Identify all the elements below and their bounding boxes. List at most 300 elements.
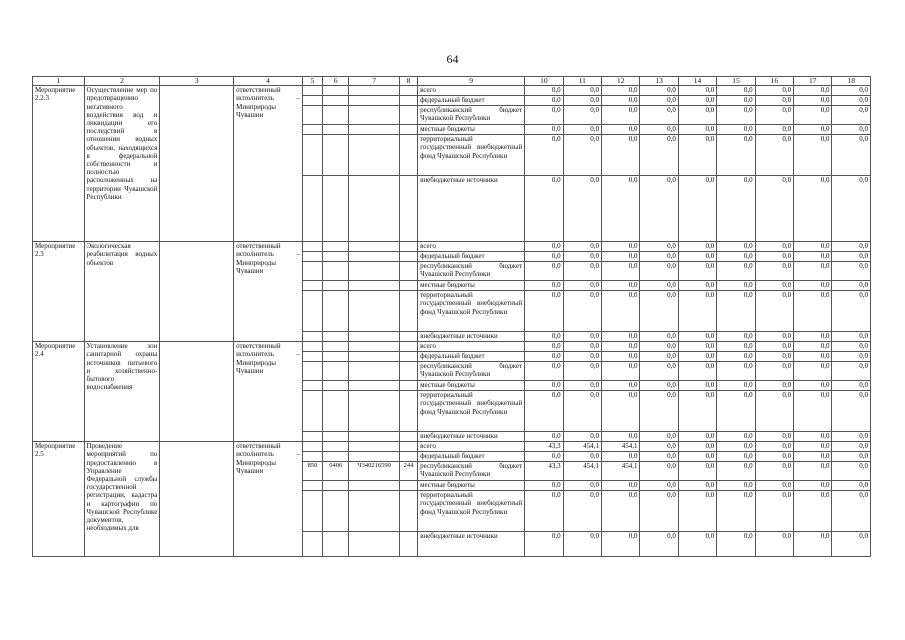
funding-value: 454,1 bbox=[602, 442, 640, 452]
funding-value: 0,0 bbox=[525, 262, 563, 281]
funding-value: 0,0 bbox=[832, 342, 871, 352]
funding-value: 0,0 bbox=[717, 532, 755, 557]
funding-value: 0,0 bbox=[755, 391, 793, 432]
funding-value: 0,0 bbox=[755, 442, 793, 452]
funding-value: 0,0 bbox=[832, 291, 871, 332]
funding-value: 0,0 bbox=[794, 481, 832, 491]
target-article-code bbox=[349, 135, 400, 176]
funding-value: 0,0 bbox=[717, 135, 755, 176]
funding-value: 0,0 bbox=[832, 135, 871, 176]
funding-value: 0,0 bbox=[717, 262, 755, 281]
funding-value: 0,0 bbox=[717, 86, 755, 96]
measure-goal bbox=[160, 342, 234, 442]
funding-value: 0,0 bbox=[755, 342, 793, 352]
funding-value: 0,0 bbox=[832, 442, 871, 452]
section-code bbox=[323, 452, 349, 462]
grbs-code bbox=[302, 481, 322, 491]
funding-value: 0,0 bbox=[717, 442, 755, 452]
column-number-3: 3 bbox=[160, 77, 234, 86]
column-number-4: 4 bbox=[234, 77, 303, 86]
funding-value: 0,0 bbox=[640, 391, 678, 432]
section-code bbox=[323, 96, 349, 106]
funding-value: 0,0 bbox=[678, 442, 716, 452]
column-number-16: 16 bbox=[755, 77, 793, 86]
funding-value: 0,0 bbox=[602, 342, 640, 352]
funding-value: 0,0 bbox=[717, 462, 755, 481]
funding-source: внебюджетные источники bbox=[418, 332, 525, 342]
section-code bbox=[323, 281, 349, 291]
funding-value: 0,0 bbox=[755, 481, 793, 491]
funding-value: 0,0 bbox=[832, 432, 871, 442]
funding-value: 0,0 bbox=[678, 262, 716, 281]
funding-value: 0,0 bbox=[640, 342, 678, 352]
section-code bbox=[323, 176, 349, 242]
column-number-14: 14 bbox=[678, 77, 716, 86]
funding-source: федеральный бюджет bbox=[418, 452, 525, 462]
measure-id: Мероприятие 2.2.3 bbox=[33, 86, 85, 242]
funding-value: 0,0 bbox=[563, 242, 601, 252]
grbs-code bbox=[302, 106, 322, 125]
funding-source: республиканский бюджет Чувашской Республики bbox=[418, 362, 525, 381]
funding-value: 0,0 bbox=[717, 481, 755, 491]
funding-source: местные бюджеты bbox=[418, 281, 525, 291]
grbs-code bbox=[302, 96, 322, 106]
funding-value: 0,0 bbox=[794, 532, 832, 557]
funding-value: 0,0 bbox=[755, 262, 793, 281]
grbs-code: 850 bbox=[302, 462, 322, 481]
column-number-1: 1 bbox=[33, 77, 85, 86]
target-article-code bbox=[349, 176, 400, 242]
funding-value: 0,0 bbox=[832, 262, 871, 281]
funding-value: 0,0 bbox=[640, 86, 678, 96]
funding-value: 0,0 bbox=[525, 481, 563, 491]
funding-value: 0,0 bbox=[640, 332, 678, 342]
target-article-code bbox=[349, 252, 400, 262]
funding-value: 0,0 bbox=[794, 242, 832, 252]
funding-value: 0,0 bbox=[563, 281, 601, 291]
funding-source: всего bbox=[418, 242, 525, 252]
funding-value: 0,0 bbox=[717, 96, 755, 106]
funding-value: 0,0 bbox=[525, 352, 563, 362]
funding-value: 0,0 bbox=[832, 176, 871, 242]
expense-type-code bbox=[399, 391, 417, 432]
expense-type-code bbox=[399, 332, 417, 342]
funding-value: 0,0 bbox=[640, 135, 678, 176]
funding-value: 0,0 bbox=[602, 262, 640, 281]
funding-value: 0,0 bbox=[794, 332, 832, 342]
funding-value: 0,0 bbox=[563, 106, 601, 125]
funding-value: 0,0 bbox=[563, 291, 601, 332]
section-code bbox=[323, 532, 349, 557]
funding-value: 0,0 bbox=[832, 462, 871, 481]
target-article-code bbox=[349, 332, 400, 342]
section-code bbox=[323, 332, 349, 342]
section-code: 0406 bbox=[323, 462, 349, 481]
funding-value: 0,0 bbox=[525, 532, 563, 557]
target-article-code bbox=[349, 532, 400, 557]
funding-value: 0,0 bbox=[755, 86, 793, 96]
target-article-code bbox=[349, 352, 400, 362]
funding-value: 43,3 bbox=[525, 442, 563, 452]
funding-value: 43,3 bbox=[525, 462, 563, 481]
funding-value: 0,0 bbox=[717, 432, 755, 442]
funding-value: 0,0 bbox=[755, 462, 793, 481]
funding-value: 0,0 bbox=[602, 281, 640, 291]
funding-source: всего bbox=[418, 342, 525, 352]
funding-value: 0,0 bbox=[640, 291, 678, 332]
section-code bbox=[323, 442, 349, 452]
funding-value: 0,0 bbox=[640, 381, 678, 391]
funding-value: 0,0 bbox=[525, 125, 563, 135]
funding-value: 0,0 bbox=[525, 432, 563, 442]
measure-name: Проведение мероприятий по предоставлению в Управление Федеральной службы государственной регистрации, кадастра и картографии по Чувашской Республике документов, необходимых для bbox=[84, 442, 160, 557]
column-number-9: 9 bbox=[418, 77, 525, 86]
measure-id: Мероприятие 2.5 bbox=[33, 442, 85, 557]
funding-source: республиканский бюджет Чувашской Республики bbox=[418, 262, 525, 281]
funding-source: всего bbox=[418, 86, 525, 96]
funding-value: 0,0 bbox=[678, 135, 716, 176]
funding-value: 0,0 bbox=[717, 291, 755, 332]
funding-value: 0,0 bbox=[794, 252, 832, 262]
table-body bbox=[33, 86, 871, 557]
section-code bbox=[323, 342, 349, 352]
target-article-code bbox=[349, 86, 400, 96]
column-number-7: 7 bbox=[349, 77, 400, 86]
funding-source: местные бюджеты bbox=[418, 125, 525, 135]
funding-value: 0,0 bbox=[794, 262, 832, 281]
column-number-18: 18 bbox=[832, 77, 871, 86]
funding-source: всего bbox=[418, 442, 525, 452]
column-number-15: 15 bbox=[717, 77, 755, 86]
funding-value: 0,0 bbox=[755, 281, 793, 291]
grbs-code bbox=[302, 391, 322, 432]
section-code bbox=[323, 252, 349, 262]
funding-value: 0,0 bbox=[755, 291, 793, 332]
funding-value: 0,0 bbox=[717, 106, 755, 125]
funding-source: местные бюджеты bbox=[418, 481, 525, 491]
measure-participant: ответственный исполнитель – Минприроды Чувашии bbox=[234, 342, 303, 442]
measure-name: Экологическая реабилитация водных объектов bbox=[84, 242, 160, 342]
page-number: 64 bbox=[446, 52, 459, 66]
target-article-code: Ч340216590 bbox=[349, 462, 400, 481]
funding-value: 0,0 bbox=[525, 291, 563, 332]
funding-value: 0,0 bbox=[525, 106, 563, 125]
funding-value: 0,0 bbox=[640, 281, 678, 291]
grbs-code bbox=[302, 352, 322, 362]
grbs-code bbox=[302, 176, 322, 242]
funding-value: 0,0 bbox=[525, 342, 563, 352]
funding-value: 0,0 bbox=[678, 96, 716, 106]
funding-value: 0,0 bbox=[832, 106, 871, 125]
funding-value: 0,0 bbox=[640, 252, 678, 262]
funding-value: 0,0 bbox=[602, 96, 640, 106]
funding-value: 0,0 bbox=[525, 362, 563, 381]
funding-value: 0,0 bbox=[755, 242, 793, 252]
funding-value: 0,0 bbox=[678, 491, 716, 532]
grbs-code bbox=[302, 362, 322, 381]
expense-type-code bbox=[399, 106, 417, 125]
funding-value: 0,0 bbox=[640, 242, 678, 252]
expense-type-code bbox=[399, 252, 417, 262]
funding-value: 0,0 bbox=[525, 491, 563, 532]
expense-type-code bbox=[399, 176, 417, 242]
funding-value: 0,0 bbox=[717, 362, 755, 381]
funding-value: 0,0 bbox=[794, 125, 832, 135]
measure-goal bbox=[160, 242, 234, 342]
funding-value: 0,0 bbox=[832, 532, 871, 557]
funding-value: 0,0 bbox=[640, 362, 678, 381]
funding-value: 0,0 bbox=[602, 252, 640, 262]
funding-value: 0,0 bbox=[602, 242, 640, 252]
target-article-code bbox=[349, 452, 400, 462]
funding-source: внебюджетные источники bbox=[418, 176, 525, 242]
table-row bbox=[33, 342, 871, 352]
funding-value: 0,0 bbox=[563, 332, 601, 342]
funding-value: 0,0 bbox=[794, 462, 832, 481]
funding-value: 0,0 bbox=[563, 391, 601, 432]
funding-source: федеральный бюджет bbox=[418, 352, 525, 362]
funding-value: 0,0 bbox=[794, 491, 832, 532]
target-article-code bbox=[349, 125, 400, 135]
measure-id: Мероприятие 2.3 bbox=[33, 242, 85, 342]
funding-value: 0,0 bbox=[602, 481, 640, 491]
funding-value: 0,0 bbox=[717, 176, 755, 242]
funding-value: 0,0 bbox=[832, 281, 871, 291]
funding-value: 0,0 bbox=[794, 342, 832, 352]
funding-value: 0,0 bbox=[678, 462, 716, 481]
column-number-12: 12 bbox=[602, 77, 640, 86]
funding-value: 0,0 bbox=[563, 262, 601, 281]
grbs-code bbox=[302, 291, 322, 332]
funding-value: 0,0 bbox=[602, 86, 640, 96]
grbs-code bbox=[302, 381, 322, 391]
column-number-5: 5 bbox=[302, 77, 322, 86]
funding-value: 0,0 bbox=[640, 262, 678, 281]
column-number-2: 2 bbox=[84, 77, 160, 86]
funding-value: 0,0 bbox=[563, 96, 601, 106]
funding-value: 0,0 bbox=[640, 491, 678, 532]
expense-type-code bbox=[399, 481, 417, 491]
funding-value: 0,0 bbox=[717, 281, 755, 291]
section-code bbox=[323, 106, 349, 125]
funding-value: 0,0 bbox=[678, 242, 716, 252]
funding-source: территориальный государственный внебюджетный фонд Чувашской Республики bbox=[418, 135, 525, 176]
expense-type-code bbox=[399, 452, 417, 462]
funding-value: 0,0 bbox=[755, 252, 793, 262]
funding-value: 0,0 bbox=[832, 481, 871, 491]
measure-participant: ответственный исполнитель – Минприроды Чувашии bbox=[234, 442, 303, 557]
funding-value: 0,0 bbox=[525, 452, 563, 462]
funding-value: 0,0 bbox=[678, 86, 716, 96]
funding-value: 0,0 bbox=[717, 242, 755, 252]
funding-value: 0,0 bbox=[678, 432, 716, 442]
table-row bbox=[33, 242, 871, 252]
measure-participant: ответственный исполнитель – Минприроды Чувашии bbox=[234, 86, 303, 242]
grbs-code bbox=[302, 125, 322, 135]
target-article-code bbox=[349, 491, 400, 532]
funding-value: 0,0 bbox=[678, 452, 716, 462]
expense-type-code bbox=[399, 291, 417, 332]
funding-value: 0,0 bbox=[602, 332, 640, 342]
funding-value: 0,0 bbox=[832, 125, 871, 135]
funding-value: 0,0 bbox=[717, 252, 755, 262]
funding-value: 0,0 bbox=[602, 432, 640, 442]
budget-table bbox=[32, 76, 871, 557]
expense-type-code bbox=[399, 125, 417, 135]
grbs-code bbox=[302, 86, 322, 96]
funding-value: 0,0 bbox=[602, 352, 640, 362]
funding-value: 0,0 bbox=[832, 391, 871, 432]
funding-value: 0,0 bbox=[602, 362, 640, 381]
funding-value: 0,0 bbox=[755, 362, 793, 381]
measure-id: Мероприятие 2.4 bbox=[33, 342, 85, 442]
grbs-code bbox=[302, 342, 322, 352]
expense-type-code bbox=[399, 532, 417, 557]
section-code bbox=[323, 491, 349, 532]
funding-value: 0,0 bbox=[678, 391, 716, 432]
target-article-code bbox=[349, 481, 400, 491]
funding-value: 0,0 bbox=[755, 352, 793, 362]
funding-value: 0,0 bbox=[794, 362, 832, 381]
expense-type-code bbox=[399, 281, 417, 291]
funding-value: 0,0 bbox=[794, 381, 832, 391]
funding-value: 0,0 bbox=[602, 491, 640, 532]
funding-value: 0,0 bbox=[525, 391, 563, 432]
measure-goal bbox=[160, 442, 234, 557]
funding-value: 0,0 bbox=[563, 125, 601, 135]
funding-source: республиканский бюджет Чувашской Республики bbox=[418, 106, 525, 125]
funding-value: 0,0 bbox=[678, 332, 716, 342]
expense-type-code bbox=[399, 362, 417, 381]
funding-value: 0,0 bbox=[525, 242, 563, 252]
column-number-13: 13 bbox=[640, 77, 678, 86]
expense-type-code bbox=[399, 352, 417, 362]
column-number-header bbox=[33, 77, 871, 86]
funding-value: 0,0 bbox=[794, 176, 832, 242]
funding-value: 0,0 bbox=[832, 252, 871, 262]
funding-value: 0,0 bbox=[640, 432, 678, 442]
funding-value: 0,0 bbox=[832, 452, 871, 462]
funding-source: территориальный государственный внебюджетный фонд Чувашской Республики bbox=[418, 491, 525, 532]
section-code bbox=[323, 352, 349, 362]
funding-value: 0,0 bbox=[525, 135, 563, 176]
funding-value: 0,0 bbox=[602, 452, 640, 462]
funding-source: территориальный государственный внебюджетный фонд Чувашской Республики bbox=[418, 391, 525, 432]
measure-participant: ответственный исполнитель – Минприроды Чувашии bbox=[234, 242, 303, 342]
section-code bbox=[323, 432, 349, 442]
expense-type-code bbox=[399, 242, 417, 252]
target-article-code bbox=[349, 391, 400, 432]
funding-value: 0,0 bbox=[755, 381, 793, 391]
funding-value: 0,0 bbox=[678, 381, 716, 391]
column-number-10: 10 bbox=[525, 77, 563, 86]
funding-value: 0,0 bbox=[563, 135, 601, 176]
grbs-code bbox=[302, 491, 322, 532]
expense-type-code bbox=[399, 381, 417, 391]
section-code bbox=[323, 135, 349, 176]
expense-type-code bbox=[399, 342, 417, 352]
funding-value: 0,0 bbox=[832, 362, 871, 381]
funding-value: 0,0 bbox=[563, 342, 601, 352]
target-article-code bbox=[349, 442, 400, 452]
funding-value: 0,0 bbox=[525, 381, 563, 391]
funding-value: 0,0 bbox=[755, 432, 793, 442]
column-number-8: 8 bbox=[399, 77, 417, 86]
funding-value: 0,0 bbox=[755, 176, 793, 242]
funding-value: 0,0 bbox=[602, 135, 640, 176]
funding-source: территориальный государственный внебюджетный фонд Чувашской Республики bbox=[418, 291, 525, 332]
funding-value: 0,0 bbox=[717, 452, 755, 462]
funding-value: 0,0 bbox=[640, 452, 678, 462]
funding-value: 0,0 bbox=[563, 452, 601, 462]
section-code bbox=[323, 381, 349, 391]
column-number-6: 6 bbox=[323, 77, 349, 86]
funding-value: 0,0 bbox=[602, 291, 640, 332]
funding-source: внебюджетные источники bbox=[418, 432, 525, 442]
measure-name: Установление зон санитарной охраны источников питьевого и хозяйственно-бытового водоснабжения bbox=[84, 342, 160, 442]
funding-value: 0,0 bbox=[602, 176, 640, 242]
funding-value: 0,0 bbox=[678, 291, 716, 332]
table-row bbox=[33, 442, 871, 452]
funding-value: 0,0 bbox=[717, 491, 755, 532]
funding-value: 0,0 bbox=[563, 352, 601, 362]
funding-value: 0,0 bbox=[755, 96, 793, 106]
funding-value: 0,0 bbox=[832, 86, 871, 96]
funding-value: 0,0 bbox=[563, 491, 601, 532]
funding-value: 0,0 bbox=[794, 96, 832, 106]
funding-value: 0,0 bbox=[794, 432, 832, 442]
funding-value: 0,0 bbox=[525, 86, 563, 96]
funding-value: 0,0 bbox=[602, 391, 640, 432]
funding-value: 0,0 bbox=[525, 332, 563, 342]
funding-value: 0,0 bbox=[755, 125, 793, 135]
grbs-code bbox=[302, 452, 322, 462]
funding-value: 0,0 bbox=[832, 491, 871, 532]
section-code bbox=[323, 481, 349, 491]
funding-value: 0,0 bbox=[563, 362, 601, 381]
funding-value: 0,0 bbox=[794, 291, 832, 332]
grbs-code bbox=[302, 252, 322, 262]
funding-value: 0,0 bbox=[832, 332, 871, 342]
funding-value: 0,0 bbox=[717, 332, 755, 342]
expense-type-code bbox=[399, 135, 417, 176]
header-row bbox=[33, 77, 871, 86]
target-article-code bbox=[349, 262, 400, 281]
expense-type-code bbox=[399, 86, 417, 96]
funding-value: 0,0 bbox=[563, 381, 601, 391]
funding-value: 0,0 bbox=[678, 281, 716, 291]
grbs-code bbox=[302, 135, 322, 176]
funding-value: 0,0 bbox=[678, 106, 716, 125]
funding-source: республиканский бюджет Чувашской Республики bbox=[418, 462, 525, 481]
expense-type-code bbox=[399, 262, 417, 281]
funding-value: 0,0 bbox=[602, 106, 640, 125]
funding-value: 0,0 bbox=[563, 176, 601, 242]
section-code bbox=[323, 242, 349, 252]
funding-value: 454,1 bbox=[563, 462, 601, 481]
grbs-code bbox=[302, 281, 322, 291]
funding-value: 0,0 bbox=[640, 442, 678, 452]
funding-value: 0,0 bbox=[602, 532, 640, 557]
funding-value: 0,0 bbox=[563, 86, 601, 96]
target-article-code bbox=[349, 291, 400, 332]
funding-value: 0,0 bbox=[525, 96, 563, 106]
expense-type-code bbox=[399, 442, 417, 452]
section-code bbox=[323, 291, 349, 332]
funding-value: 0,0 bbox=[755, 532, 793, 557]
target-article-code bbox=[349, 342, 400, 352]
funding-value: 0,0 bbox=[755, 452, 793, 462]
